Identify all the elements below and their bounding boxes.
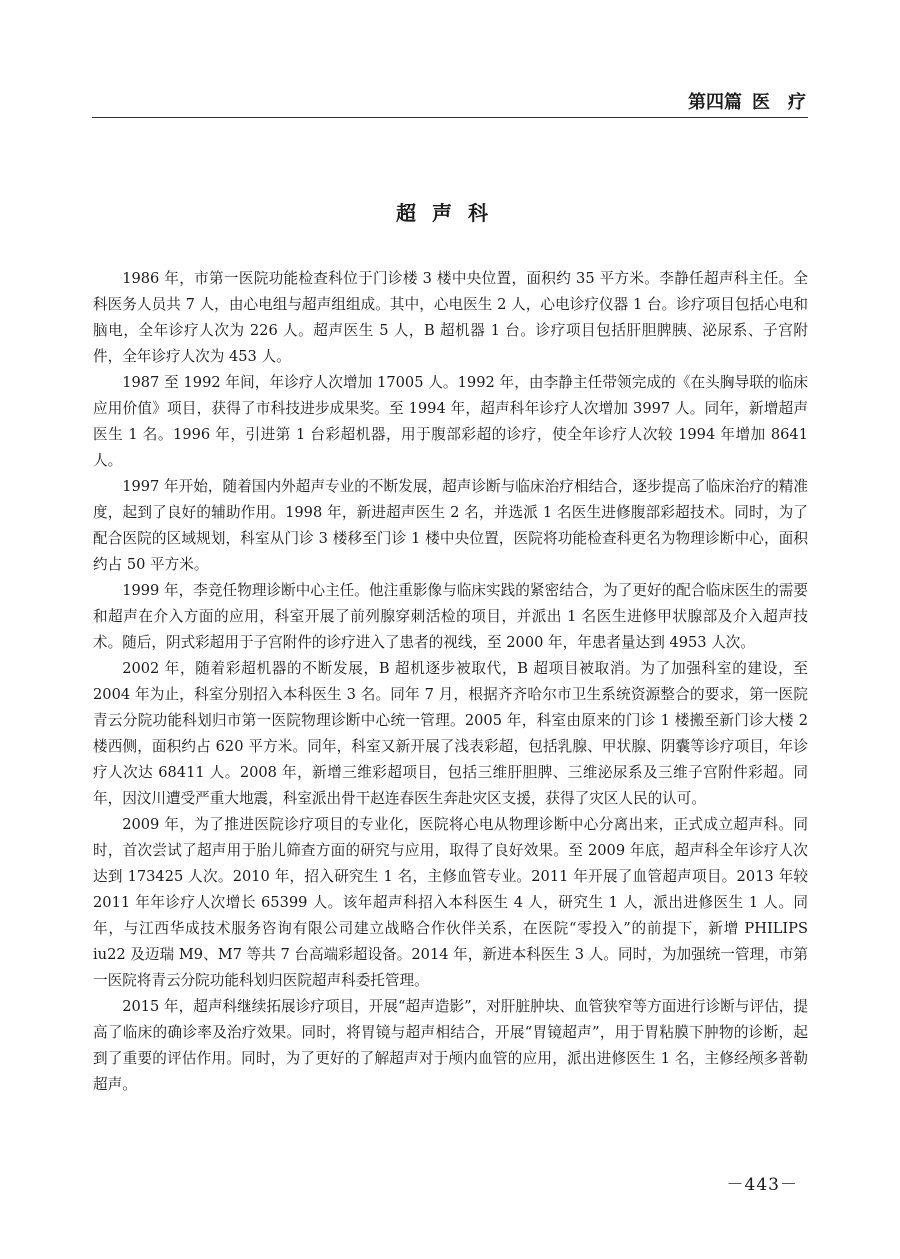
paragraph: 2009 年，为了推进医院诊疗项目的专业化，医院将心电从物理诊断中心分离出来，正式成立超声科。同时，首次尝试了超声用于胎儿筛查方面的研究与应用，取得了良好效果。至 2009 年底，超声科全年诊疗人次达到 173425 人次。2010 年，招入研究生 1 名，主修血管专业。2011 年开展了血管超声项目。2013 年较 2011 年年诊疗人次增长 65399 人。该年超声科招入本科医生 4 人，研究生 1 人，派出进修医生 1 人。同年，与江西华成技术服务咨询有限公司建立战略合作伙伴关系，在医院“零投入”的前提下，新增 PHILIPS iu22 及迈瑞 M9、M7 等共 7 台高端彩超设备。2014 年，新进本科医生 3 人。同时，为加强统一管理，市第一医院将青云分院功能科划归医院超声科委托管理。 [93,816,808,989]
running-head-topic: 医 疗 [752,92,806,113]
paragraph: 1999 年，李竞任物理诊断中心主任。他注重影像与临床实践的紧密结合，为了更好的配合临床医生的需要和超声在介入方面的应用，科室开展了前列腺穿刺活检的项目，并派出 1 名医生进修甲状腺部及介入超声技术。随后，阴式彩超用于子宫附件的诊疗进入了患者的视线，至 2000 年，年患者量达到 4953 人次。 [93,582,808,651]
chapter-title: 超声科 [396,201,504,225]
paragraph: 1997 年开始，随着国内外超声专业的不断发展，超声诊断与临床治疗相结合，逐步提高了临床治疗的精准度，起到了良好的辅助作用。1998 年，新进超声医生 2 名，并选派 1 名医生进修腹部彩超技术。同时，为了配合医院的区域规划，科室从门诊 3 楼移至门诊 1 楼中央位置，医院将功能检查科更名为物理诊断中心，面积约占 50 平方米。 [93,478,808,573]
paragraph: 1987 至 1992 年间，年诊疗人次增加 17005 人。1992 年，由李静主任带领完成的《在头胸导联的临床应用价值》项目，获得了市科技进步成果奖。至 1994 年，超声科年诊疗人次增加 3997 人。同年，新增超声医生 1 名。1996 年，引进第 1 台彩超机器，用于腹部彩超的诊疗，使全年诊疗人次较 1994 年增加 8641 人。 [93,374,808,469]
paragraph: 2015 年，超声科继续拓展诊疗项目，开展“超声造影”，对肝脏肿块、血管狭窄等方面进行诊断与评估，提高了临床的确诊率及治疗效果。同时，将胃镜与超声相结合，开展“胃镜超声”，用于胃粘膜下肿物的诊断，起到了重要的评估作用。同时，为了更好的了解超声对于颅内血管的应用，派出进修医生 1 名，主修经颅多普勒超声。 [93,998,808,1093]
body-text [93,266,808,1098]
paragraph: 2002 年，随着彩超机器的不断发展，B 超机逐步被取代，B 超项目被取消。为了加强科室的建设，至 2004 年为止，科室分别招入本科医生 3 名。同年 7 月，根据齐齐哈尔市卫生系统资源整合的要求，第一医院青云分院功能科划归市第一医院物理诊断中心统一管理。2005 年，科室由原来的门诊 1 楼搬至新门诊大楼 2 楼西侧，面积约占 620 平方米。同年，科室又新开展了浅表彩超，包括乳腺、甲状腺、阴囊等诊疗项目，年诊疗人次达 68411 人。2008 年，新增三维彩超项目，包括三维肝胆脾、三维泌尿系及三维子宫附件彩超。同年，因汶川遭受严重大地震，科室派出骨干赵连春医生奔赴灾区支援，获得了灾区人民的认可。 [93,660,808,807]
running-head [688,88,806,114]
running-head-section: 第四篇 [688,92,742,113]
page-number: －443－ [726,1175,798,1195]
header-rule [92,117,808,118]
paragraph: 1986 年，市第一医院功能检查科位于门诊楼 3 楼中央位置，面积约 35 平方米。李静任超声科主任。全科医务人员共 7 人，由心电组与超声组组成。其中，心电医生 2 人，心电诊疗仪器 1 台。诊疗项目包括心电和脑电，全年诊疗人次为 226 人。超声医生 5 人，B 超机器 1 台。诊疗项目包括肝胆脾胰、泌尿系、子宫附件，全年诊疗人次为 453 人。 [93,270,808,365]
